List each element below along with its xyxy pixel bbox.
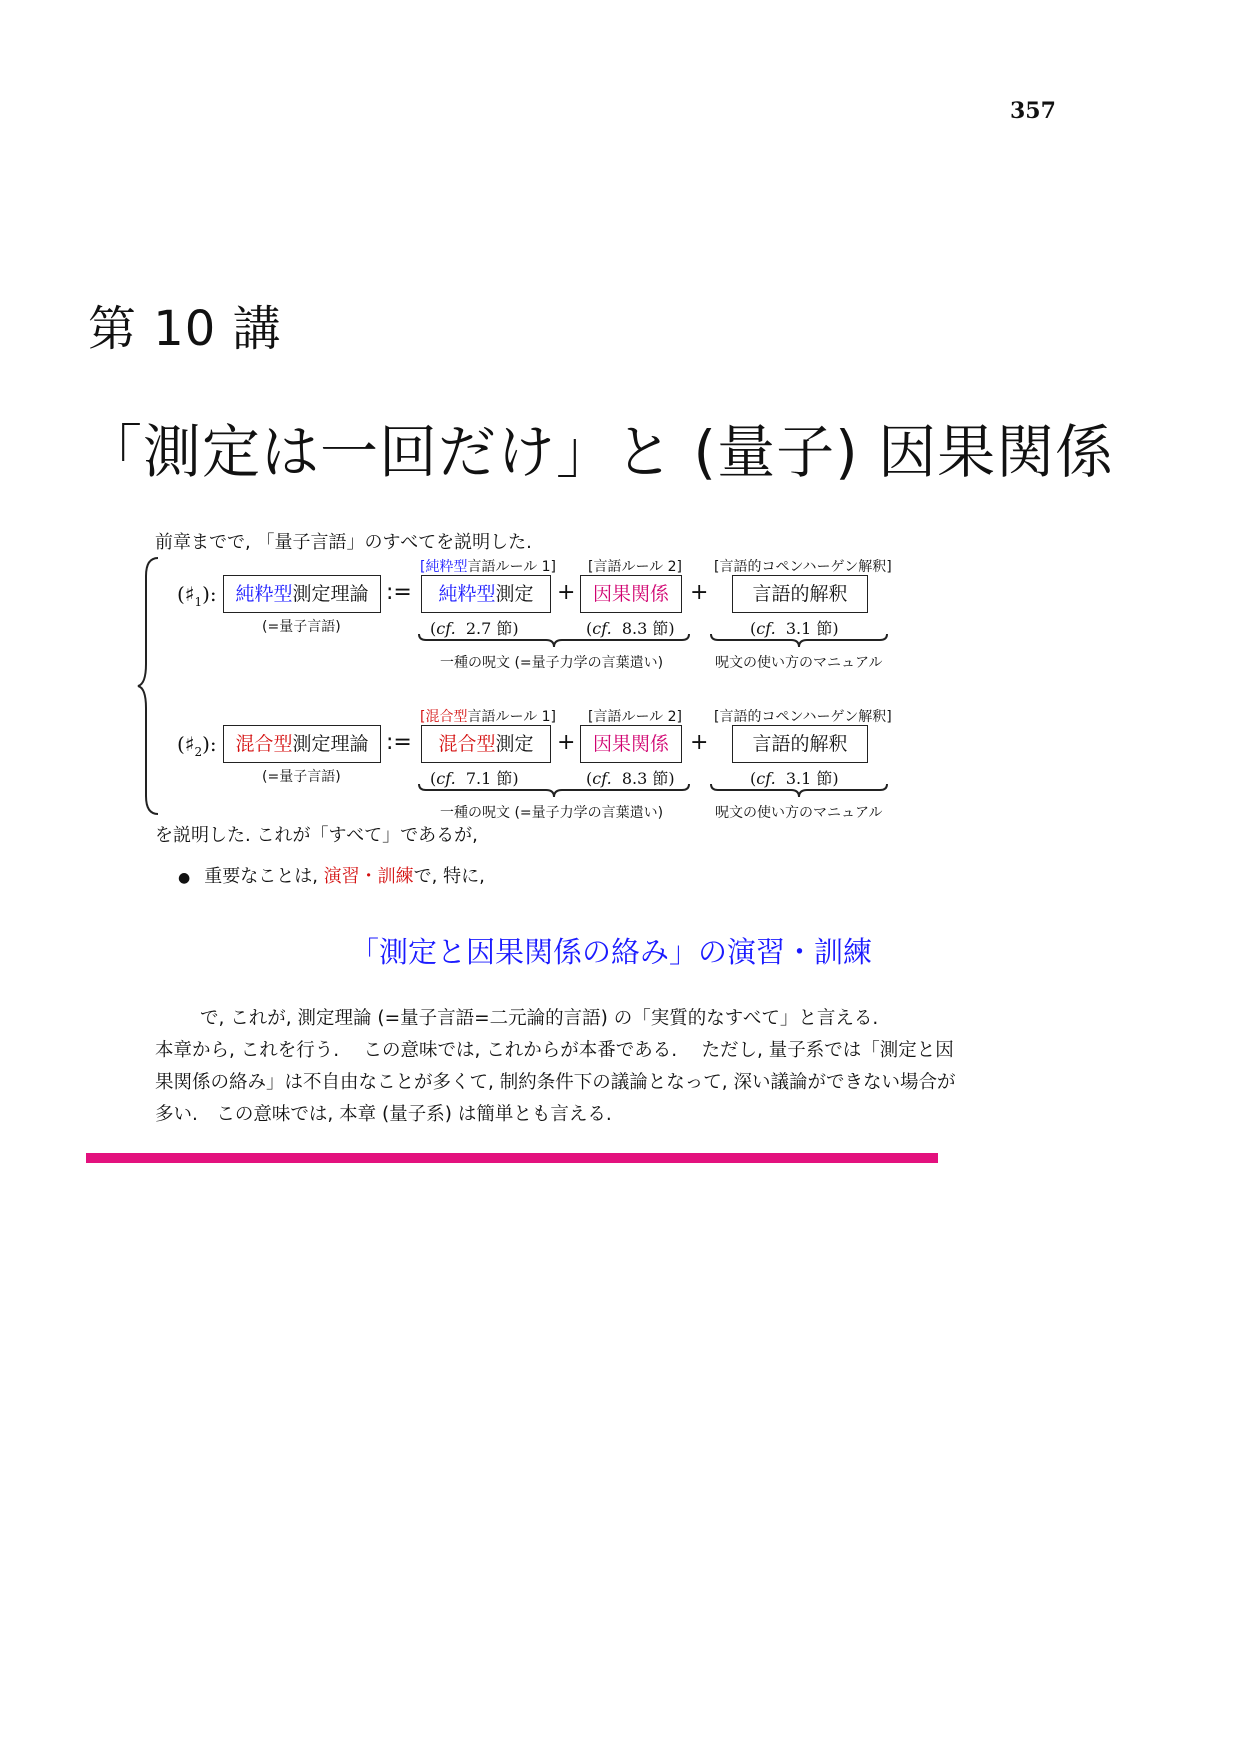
row1-underbrace-left xyxy=(418,633,690,649)
lecture-label: 第 10 講 xyxy=(88,301,282,357)
row1-interp-tag: [言語的コペンハーゲン解釈] xyxy=(714,559,892,575)
row1-rule2-tag: [言語ルール 2] xyxy=(588,559,683,575)
page-title: 「測定は一回だけ」と (量子) 因果関係 xyxy=(84,418,1115,486)
row1-underbrace-right xyxy=(710,633,888,649)
paragraph-line-3: 果関係の絡み」は不自由なことが多くて, 制約条件下の議論となって, 深い議論ができない場合が xyxy=(155,1072,956,1093)
row2-interp-tag: [言語的コペンハーゲン解釈] xyxy=(714,709,892,725)
row1-assign: := xyxy=(386,580,412,605)
after-diagram-text: を説明した. これが「すべて」であるが, xyxy=(155,825,478,846)
row1-theory-box: 純粋型測定理論 xyxy=(223,575,381,613)
row2-underbrace-right xyxy=(710,783,888,799)
row2-interp-cf: (cf. 3.1 節) xyxy=(750,769,839,788)
page-number: 357 xyxy=(1010,98,1056,124)
row2-causal-cf: (cf. 8.3 節) xyxy=(586,769,675,788)
row1-label: $(♯_1)$: xyxy=(177,582,217,609)
row2-plus-2: + xyxy=(690,730,709,755)
row1-brace-right-note: 呪文の使い方のマニュアル xyxy=(715,655,883,671)
paragraph-line-1: で, これが, 測定理論 (=量子言語=二元論的言語) の「実質的なすべて」と言える. xyxy=(200,1008,879,1029)
row2-causal-box: 因果関係 xyxy=(580,725,682,763)
row1-plus-1: + xyxy=(557,580,576,605)
row2-assign: := xyxy=(386,730,412,755)
left-curly-brace xyxy=(136,556,166,816)
intro-text: 前章までで, 「量子言語」のすべてを説明した. xyxy=(155,532,532,553)
row2-theory-note: (=量子言語) xyxy=(262,769,341,785)
row2-rule1-tag: [混合型言語ルール 1] xyxy=(420,709,557,725)
row2-brace-right-note: 呪文の使い方のマニュアル xyxy=(715,805,883,821)
row2-theory-box: 混合型測定理論 xyxy=(223,725,381,763)
row1-measure-box: 純粋型測定 xyxy=(421,575,551,613)
row2-measure-cf: (cf. 7.1 節) xyxy=(430,769,519,788)
row2-measure-box: 混合型測定 xyxy=(421,725,551,763)
row1-theory-note: (=量子言語) xyxy=(262,619,341,635)
paragraph-line-4: 多い. この意味では, 本章 (量子系) は簡単とも言える. xyxy=(155,1104,612,1125)
row2-interp-box: 言語的解釈 xyxy=(732,725,868,763)
row1-plus-2: + xyxy=(690,580,709,605)
section-divider-bar xyxy=(86,1153,938,1163)
row2-underbrace-left xyxy=(418,783,690,799)
bullet-dot-icon: ● xyxy=(178,870,191,886)
bullet-item: ● 重要なことは, 演習・訓練で, 特に, xyxy=(178,866,485,887)
row1-interp-box: 言語的解釈 xyxy=(732,575,868,613)
row1-causal-cf: (cf. 8.3 節) xyxy=(586,619,675,638)
row2-plus-1: + xyxy=(557,730,576,755)
paragraph-line-2: 本章から, これを行う. この意味では, これからが本番である. ただし, 量子系では「測定と因 xyxy=(155,1040,954,1061)
row1-causal-box: 因果関係 xyxy=(580,575,682,613)
row1-rule1-tag: [純粋型言語ルール 1] xyxy=(420,559,557,575)
row1-brace-left-note: 一種の呪文 (=量子力学の言葉遣い) xyxy=(440,655,664,671)
row2-brace-left-note: 一種の呪文 (=量子力学の言葉遣い) xyxy=(440,805,664,821)
row2-rule2-tag: [言語ルール 2] xyxy=(588,709,683,725)
exercise-heading: 「測定と因果関係の絡み」の演習・訓練 xyxy=(350,935,873,969)
row2-label: $(♯_2)$: xyxy=(177,732,217,759)
row1-measure-cf: (cf. 2.7 節) xyxy=(430,619,519,638)
row1-interp-cf: (cf. 3.1 節) xyxy=(750,619,839,638)
